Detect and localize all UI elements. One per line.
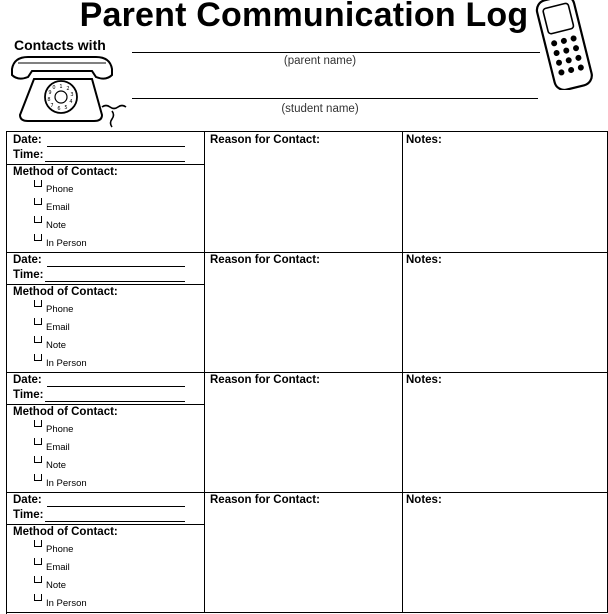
svg-text:9: 9: [48, 90, 52, 96]
date-label: Date:: [13, 374, 42, 386]
method-option[interactable]: [34, 202, 70, 213]
method-option-label: Phone: [46, 304, 74, 315]
svg-text:7: 7: [50, 103, 54, 109]
parent-name-line[interactable]: [132, 52, 540, 53]
method-option-label: In Person: [46, 358, 87, 369]
log-entry: [7, 252, 608, 372]
method-option[interactable]: [34, 478, 87, 489]
svg-text:6: 6: [57, 106, 61, 112]
method-option-label: Email: [46, 562, 70, 573]
date-field[interactable]: [47, 386, 185, 387]
method-option[interactable]: [34, 442, 70, 453]
checkbox-icon[interactable]: [34, 318, 42, 325]
column-divider: [204, 132, 205, 252]
reason-label: Reason for Contact:: [210, 254, 320, 266]
date-label: Date:: [13, 134, 42, 146]
checkbox-icon[interactable]: [34, 420, 42, 427]
column-divider: [402, 132, 403, 252]
date-field[interactable]: [47, 506, 185, 507]
notes-label: Notes:: [406, 494, 442, 506]
checkbox-icon[interactable]: [34, 300, 42, 307]
checkbox-icon[interactable]: [34, 456, 42, 463]
column-divider: [204, 252, 205, 372]
method-option-label: Email: [46, 322, 70, 333]
method-label: Method of Contact:: [13, 286, 118, 298]
date-field[interactable]: [47, 146, 185, 147]
method-option[interactable]: [34, 358, 87, 369]
reason-label: Reason for Contact:: [210, 134, 320, 146]
time-label: Time:: [13, 509, 44, 521]
notes-label: Notes:: [406, 254, 442, 266]
time-field[interactable]: [45, 401, 185, 402]
method-option[interactable]: [34, 184, 73, 195]
checkbox-icon[interactable]: [34, 576, 42, 583]
checkbox-icon[interactable]: [34, 234, 42, 241]
method-option-label: Phone: [46, 184, 74, 195]
method-option-label: Note: [46, 460, 67, 471]
svg-text:3: 3: [70, 92, 74, 98]
rotary-phone-icon: [8, 55, 132, 129]
row-divider: [7, 164, 204, 165]
checkbox-icon[interactable]: [34, 438, 42, 445]
method-option-label: Email: [46, 442, 70, 453]
method-option-label: Note: [46, 340, 67, 351]
svg-text:2: 2: [66, 86, 70, 92]
time-label: Time:: [13, 389, 44, 401]
svg-text:1: 1: [59, 84, 63, 90]
log-entry: [7, 132, 608, 252]
method-option-label: Email: [46, 202, 70, 213]
method-option[interactable]: [34, 304, 73, 315]
method-label: Method of Contact:: [13, 526, 118, 538]
method-label: Method of Contact:: [13, 166, 118, 178]
checkbox-icon[interactable]: [34, 198, 42, 205]
method-label: Method of Contact:: [13, 406, 118, 418]
student-name-line[interactable]: [132, 98, 538, 99]
column-divider: [402, 252, 403, 372]
method-option-label: Phone: [46, 424, 74, 435]
time-label: Time:: [13, 269, 44, 281]
row-divider: [7, 404, 204, 405]
notes-label: Notes:: [406, 134, 442, 146]
checkbox-icon[interactable]: [34, 540, 42, 547]
method-option[interactable]: [34, 598, 87, 609]
checkbox-icon[interactable]: [34, 336, 42, 343]
parent-name-caption: (parent name): [283, 55, 357, 67]
row-divider: [7, 524, 204, 525]
method-option-label: In Person: [46, 478, 87, 489]
method-option[interactable]: [34, 340, 66, 351]
row-divider: [7, 612, 608, 613]
date-label: Date:: [13, 254, 42, 266]
checkbox-icon[interactable]: [34, 180, 42, 187]
method-option[interactable]: [34, 544, 73, 555]
date-label: Date:: [13, 494, 42, 506]
method-option-label: In Person: [46, 598, 87, 609]
column-divider: [402, 492, 403, 612]
method-option[interactable]: [34, 238, 87, 249]
svg-text:0: 0: [52, 85, 56, 91]
log-entry: [7, 492, 608, 612]
cell-phone-icon: [532, 0, 604, 90]
reason-label: Reason for Contact:: [210, 494, 320, 506]
log-entry: [7, 372, 608, 492]
checkbox-icon[interactable]: [34, 216, 42, 223]
row-divider: [7, 284, 204, 285]
method-option[interactable]: [34, 424, 73, 435]
date-field[interactable]: [47, 266, 185, 267]
page-title: Parent Communication Log: [79, 0, 529, 34]
notes-label: Notes:: [406, 374, 442, 386]
method-option[interactable]: [34, 460, 66, 471]
svg-text:5: 5: [64, 105, 68, 111]
column-divider: [204, 372, 205, 492]
method-option-label: In Person: [46, 238, 87, 249]
checkbox-icon[interactable]: [34, 354, 42, 361]
method-option[interactable]: [34, 220, 66, 231]
checkbox-icon[interactable]: [34, 594, 42, 601]
column-divider: [204, 492, 205, 612]
time-field[interactable]: [45, 521, 185, 522]
reason-label: Reason for Contact:: [210, 374, 320, 386]
method-option-label: Note: [46, 220, 67, 231]
student-name-caption: (student name): [281, 103, 359, 115]
svg-text:8: 8: [47, 97, 51, 103]
method-option-label: Note: [46, 580, 67, 591]
checkbox-icon[interactable]: [34, 474, 42, 481]
svg-text:4: 4: [69, 99, 73, 105]
method-option[interactable]: [34, 580, 66, 591]
time-field[interactable]: [45, 281, 185, 282]
time-label: Time:: [13, 149, 44, 161]
contacts-with-label: Contacts with: [14, 37, 106, 53]
method-option-label: Phone: [46, 544, 74, 555]
communication-log-table: [6, 131, 608, 614]
time-field[interactable]: [45, 161, 185, 162]
checkbox-icon[interactable]: [34, 558, 42, 565]
method-option[interactable]: [34, 562, 70, 573]
method-option[interactable]: [34, 322, 70, 333]
column-divider: [402, 372, 403, 492]
